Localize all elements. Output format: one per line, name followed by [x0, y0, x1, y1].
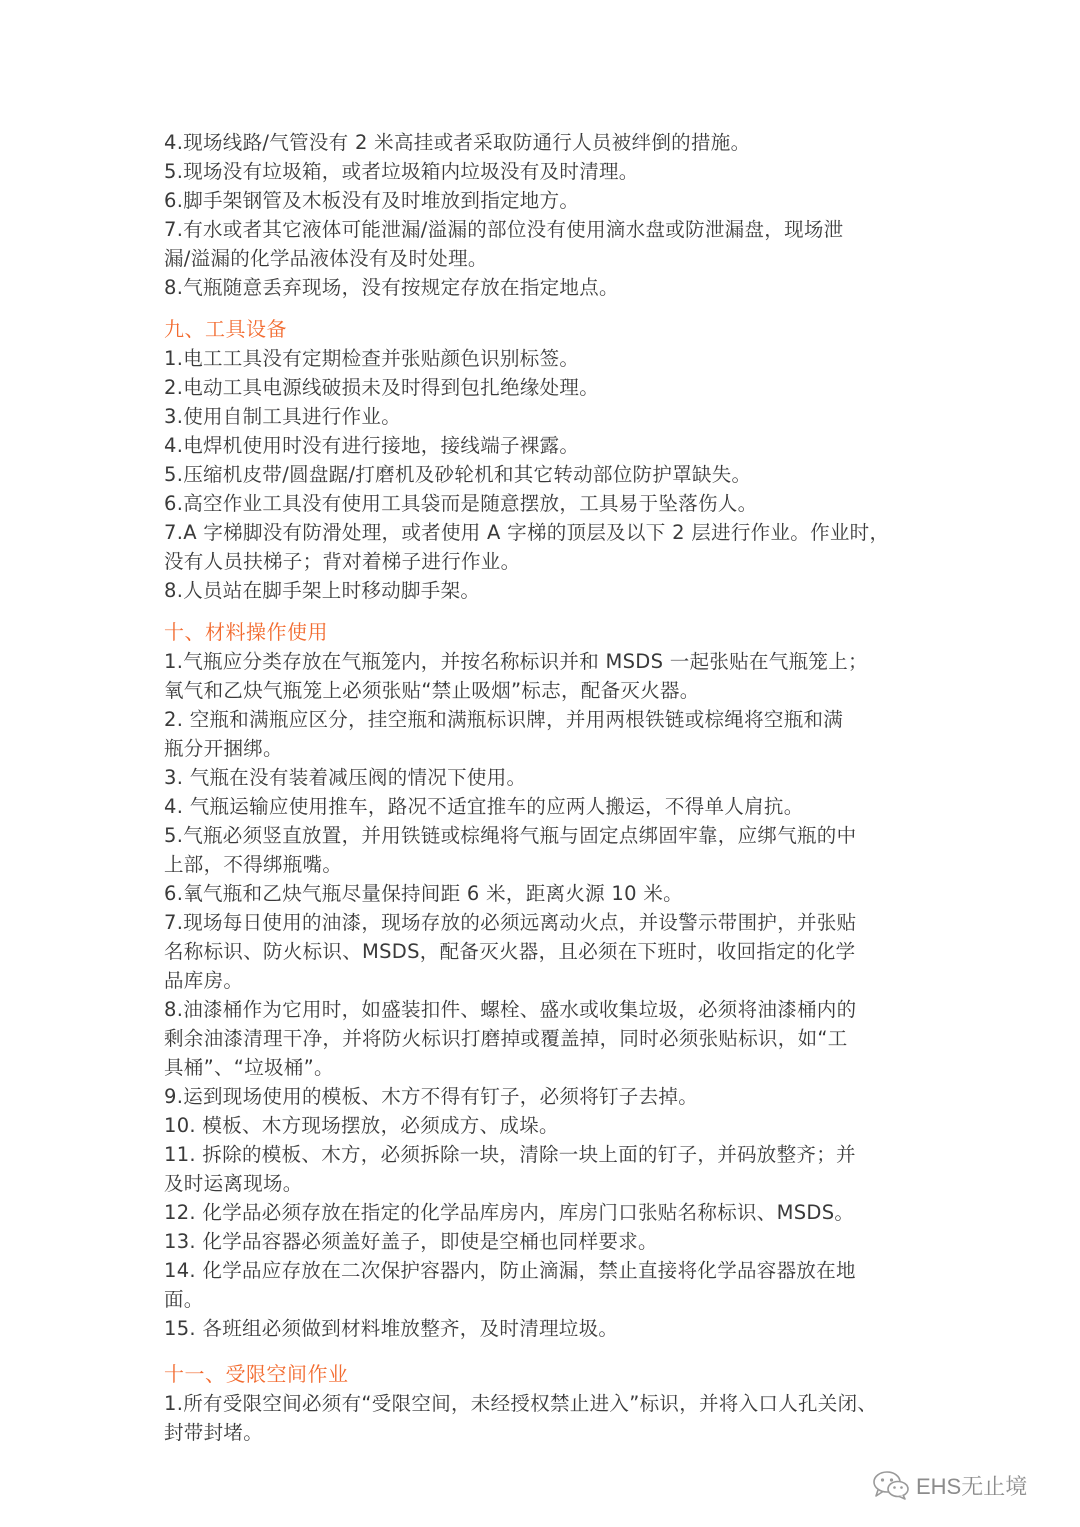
- list-item: 5.压缩机皮带/圆盘踞/打磨机及砂轮机和其它转动部位防护罩缺失。: [164, 463, 752, 486]
- list-item: 1.气瓶应分类存放在气瓶笼内，并按名称标识并和 MSDS 一起张贴在气瓶笼上；: [164, 650, 868, 673]
- list-item-continuation: 及时运离现场。: [164, 1172, 303, 1195]
- list-item-continuation: 具桶”、“垃圾桶”。: [164, 1056, 334, 1079]
- list-item: 7.A 字梯脚没有防滑处理，或者使用 A 字梯的顶层及以下 2 层进行作业。作业时，: [164, 521, 890, 544]
- list-item-continuation: 面。: [164, 1288, 204, 1311]
- list-item: 8.人员站在脚手架上时移动脚手架。: [164, 579, 481, 602]
- list-item: 13. 化学品容器必须盖好盖子，即使是空桶也同样要求。: [164, 1230, 658, 1253]
- list-item: 15. 各班组必须做到材料堆放整齐，及时清理垃圾。: [164, 1317, 619, 1340]
- list-item: 5.现场没有垃圾箱，或者垃圾箱内垃圾没有及时清理。: [164, 160, 639, 183]
- list-item: 4.电焊机使用时没有进行接地，接线端子裸露。: [164, 434, 580, 457]
- list-item: 6.高空作业工具没有使用工具袋而是随意摆放，工具易于坠落伤人。: [164, 492, 758, 515]
- list-item-continuation: 上部，不得绑瓶嘴。: [164, 853, 343, 876]
- list-item-continuation: 品库房。: [164, 969, 244, 992]
- list-item: 7.现场每日使用的油漆，现场存放的必须远离动火点，并设警示带围护，并张贴: [164, 911, 857, 934]
- section-9: [164, 315, 924, 605]
- list-item: 10. 模板、木方现场摆放，必须成方、成垛。: [164, 1114, 559, 1137]
- list-item: 14. 化学品应存放在二次保护容器内，防止滴漏，禁止直接将化学品容器放在地: [164, 1259, 856, 1282]
- list-item: 1.所有受限空间必须有“受限空间，未经授权禁止进入”标识，并将入口人孔关闭、: [164, 1392, 878, 1415]
- section-heading: 十一、受限空间作业: [164, 1362, 349, 1386]
- list-item: 5.气瓶必须竖直放置，并用铁链或棕绳将气瓶与固定点绑固牢靠，应绑气瓶的中: [164, 824, 857, 847]
- list-item-continuation: 名称标识、防火标识、MSDS，配备灭火器，且必须在下班时，收回指定的化学: [164, 940, 856, 963]
- list-item: 8.油漆桶作为它用时，如盛装扣件、螺栓、盛水或收集垃圾，必须将油漆桶内的: [164, 998, 857, 1021]
- list-item-continuation: 氧气和乙炔气瓶笼上必须张贴“禁止吸烟”标志，配备灭火器。: [164, 679, 700, 702]
- document-body: [164, 128, 924, 1447]
- list-item: 9.运到现场使用的模板、木方不得有钉子，必须将钉子去掉。: [164, 1085, 699, 1108]
- list-item-continuation: 封带封堵。: [164, 1421, 264, 1444]
- wechat-icon: [872, 1470, 910, 1500]
- list-item: 1.电工工具没有定期检查并张贴颜色识别标签。: [164, 347, 580, 370]
- watermark-text: EHS无止境: [916, 1473, 1028, 1499]
- section-11: [164, 1360, 924, 1447]
- section-8-tail: [164, 128, 924, 302]
- list-item: 11. 拆除的模板、木方，必须拆除一块，清除一块上面的钉子，并码放整齐；并: [164, 1143, 856, 1166]
- list-item: 4.现场线路/气管没有 2 米高挂或者采取防通行人员被绊倒的措施。: [164, 131, 751, 154]
- list-item: 3. 气瓶在没有装着减压阀的情况下使用。: [164, 766, 527, 789]
- list-item: 2. 空瓶和满瓶应区分，挂空瓶和满瓶标识牌，并用两根铁链或棕绳将空瓶和满: [164, 708, 844, 731]
- list-item: 4. 气瓶运输应使用推车，路况不适宜推车的应两人搬运，不得单人肩抗。: [164, 795, 804, 818]
- list-item: 12. 化学品必须存放在指定的化学品库房内，库房门口张贴名称标识、MSDS。: [164, 1201, 855, 1224]
- watermark: [872, 1465, 1027, 1505]
- list-item-continuation: 瓶分开捆绑。: [164, 737, 283, 760]
- list-item-continuation: 没有人员扶梯子；背对着梯子进行作业。: [164, 550, 521, 573]
- section-10: [164, 618, 924, 1343]
- list-item-continuation: 剩余油漆清理干净，并将防火标识打磨掉或覆盖掉，同时必须张贴标识，如“工: [164, 1027, 848, 1050]
- section-heading: 十、材料操作使用: [164, 620, 328, 644]
- section-heading: 九、工具设备: [164, 317, 287, 341]
- list-item-continuation: 漏/溢漏的化学品液体没有及时处理。: [164, 247, 488, 270]
- list-item: 3.使用自制工具进行作业。: [164, 405, 402, 428]
- list-item: 8.气瓶随意丢弃现场，没有按规定存放在指定地点。: [164, 276, 619, 299]
- list-item: 7.有水或者其它液体可能泄漏/溢漏的部位没有使用滴水盘或防泄漏盘，现场泄: [164, 218, 844, 241]
- list-item: 6.氧气瓶和乙炔气瓶尽量保持间距 6 米，距离火源 10 米。: [164, 882, 683, 905]
- list-item: 6.脚手架钢管及木板没有及时堆放到指定地方。: [164, 189, 580, 212]
- list-item: 2.电动工具电源线破损未及时得到包扎绝缘处理。: [164, 376, 600, 399]
